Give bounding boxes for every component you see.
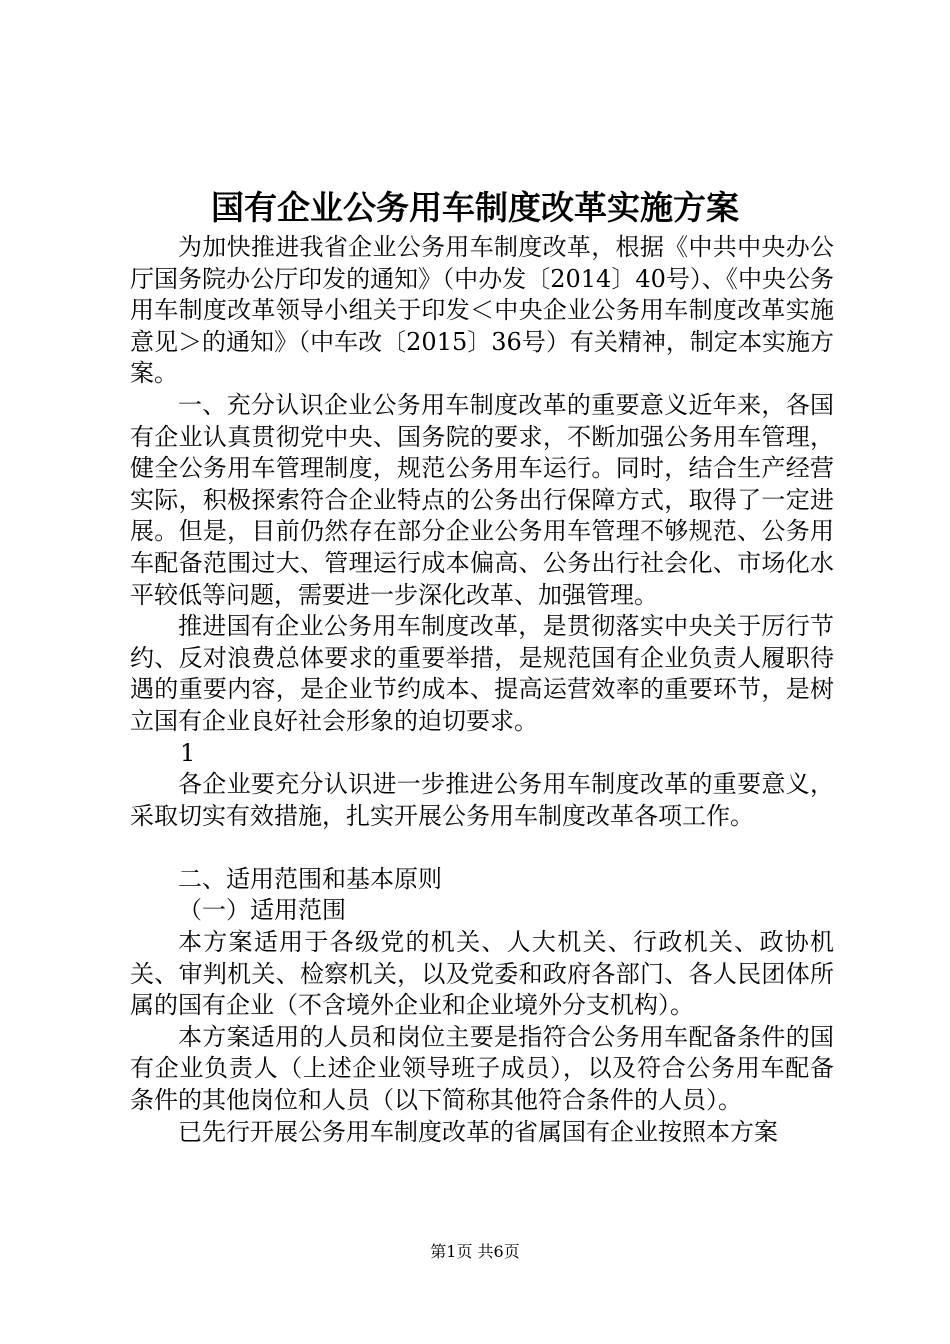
section-heading-two: 二、适用范围和基本原则 bbox=[178, 864, 442, 893]
page-footer: 第1页 共6页 bbox=[430, 1242, 520, 1261]
page-marker: 1 bbox=[180, 738, 196, 767]
paragraph-continued: 已先行开展公务用车制度改革的省属国有企业按照本方案 bbox=[178, 1117, 778, 1146]
paragraph-requirements: 各企业要充分认识进一步推进公务用车制度改革的重要意义，采取切实有效措施，扎实开展公务用车制度改革各项工作。 bbox=[130, 770, 834, 830]
paragraph-section-one: 一、充分认识企业公务用车制度改革的重要意义近年来，各国有企业认真贯彻党中央、国务院的要求，不断加强公务用车管理，健全公务用车管理制度，规范公务用车运行。同时，结合生产经营实际，积极探索符合企业特点的公务出行保障方式，取得了一定进展。但是，目前仍然存在部分企业公务用车管理不够规范、公务用车配备范围过大、管理运行成本偏高、公务出行社会化、市场化水平较低等问题，需要进一步深化改革、加强管理。 bbox=[130, 390, 834, 609]
paragraph-intro: 为加快推进我省企业公务用车制度改革，根据《中共中央办公厅国务院办公厅印发的通知》（中办发〔2014〕40号）、《中央公务用车制度改革领导小组关于印发＜中央企业公务用车制度改革实施意见＞的通知》（中车改〔2015〕36号）有关精神，制定本实施方案。 bbox=[130, 233, 834, 388]
paragraph-scope: 本方案适用于各级党的机关、人大机关、行政机关、政协机关、审判机关、检察机关，以及党委和政府各部门、各人民团体所属的国有企业（不含境外企业和企业境外分支机构）。 bbox=[130, 928, 834, 1020]
paragraph-gap bbox=[130, 832, 834, 864]
document-title: 国有企业公务用车制度改革实施方案 bbox=[211, 188, 739, 227]
subsection-heading-scope: （一）适用范围 bbox=[178, 896, 346, 925]
paragraph-personnel: 本方案适用的人员和岗位主要是指符合公务用车配备条件的国有企业负责人（上述企业领导班子成员），以及符合公务用车配备条件的其他岗位和人员（以下简称其他符合条件的人员）。 bbox=[130, 1022, 834, 1115]
document-body bbox=[130, 232, 834, 1148]
paragraph-reform-significance: 推进国有企业公务用车制度改革，是贯彻落实中央关于厉行节约、反对浪费总体要求的重要举措，是规范国有企业负责人履职待遇的重要内容，是企业节约成本、提高运营效率的重要环节，是树立国有企业良好社会形象的迫切要求。 bbox=[130, 612, 834, 735]
